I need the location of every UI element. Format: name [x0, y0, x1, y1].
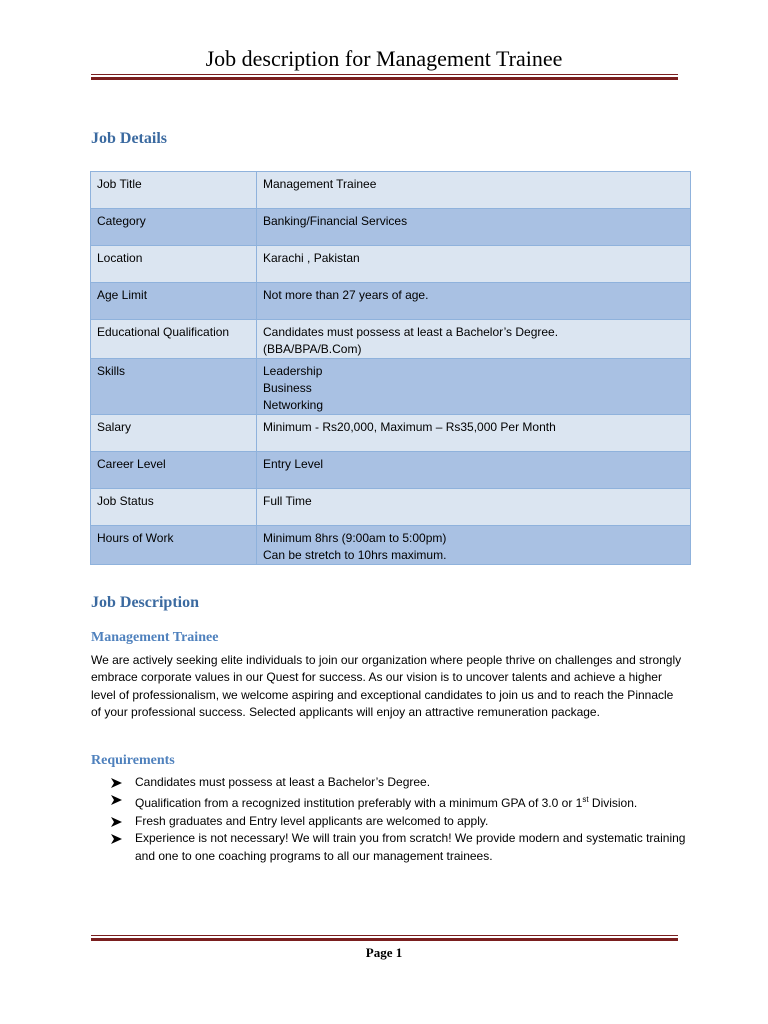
table-row: [91, 320, 691, 359]
arrow-bullet-icon: [111, 830, 125, 844]
field-label: Age Limit: [91, 283, 257, 320]
table-row: [91, 359, 691, 415]
arrow-bullet-icon: [111, 774, 125, 788]
field-value-line: Karachi , Pakistan: [263, 251, 360, 265]
table-row: [91, 246, 691, 283]
page-title: Job description for Management Trainee: [205, 46, 563, 71]
field-label: Salary: [91, 415, 257, 452]
footer-rule: [91, 935, 678, 941]
job-details-table: [90, 171, 691, 565]
list-item: [111, 813, 686, 830]
list-item: [111, 830, 686, 865]
field-value: [257, 526, 691, 565]
field-value-line: Networking: [263, 398, 324, 412]
table-row: [91, 489, 691, 526]
field-label: Career Level: [91, 452, 257, 489]
header-rule: [91, 74, 678, 80]
requirement-text-suffix: Division.: [588, 796, 638, 811]
field-label: Hours of Work: [91, 526, 257, 565]
field-label: Skills: [91, 359, 257, 415]
requirement-text: Candidates must possess at least a Bachelor’s Degree.: [135, 775, 431, 789]
requirements-list: [111, 774, 686, 865]
table-row: [91, 526, 691, 565]
job-details-heading: Job Details: [91, 130, 167, 147]
page-number: Page 1: [365, 945, 403, 960]
field-label: Category: [91, 209, 257, 246]
field-label: Job Status: [91, 489, 257, 526]
table-row: [91, 283, 691, 320]
arrow-bullet-icon: [111, 791, 125, 805]
field-value: [257, 172, 691, 209]
field-label: Location: [91, 246, 257, 283]
field-value-line: Minimum 8hrs (9:00am to 5:00pm): [263, 531, 447, 545]
field-value-line: Leadership: [263, 364, 323, 378]
field-value: [257, 415, 691, 452]
field-value: [257, 246, 691, 283]
arrow-bullet-icon: [111, 813, 125, 827]
field-value-line: Minimum - Rs20,000, Maximum – Rs35,000 Per Month: [263, 420, 556, 434]
ordinal-superscript: st: [582, 795, 589, 805]
field-value: [257, 320, 691, 359]
management-trainee-subheading: Management Trainee: [91, 630, 219, 645]
field-value-line: Banking/Financial Services: [263, 214, 408, 228]
field-value: [257, 283, 691, 320]
requirement-text: Qualification from a recognized institution preferably with a minimum GPA of 3.0 or 1: [135, 796, 583, 811]
field-value-line: Full Time: [263, 494, 312, 508]
field-value-line: Business: [263, 381, 312, 395]
field-value: [257, 359, 691, 415]
table-row: [91, 172, 691, 209]
field-value: [257, 209, 691, 246]
list-item: [111, 774, 686, 791]
field-value-line: (BBA/BPA/B.Com): [263, 342, 362, 356]
list-item: [111, 791, 686, 812]
job-description-heading: Job Description: [91, 594, 199, 611]
field-value: [257, 452, 691, 489]
field-value-line: Can be stretch to 10hrs maximum.: [263, 548, 447, 562]
job-description-paragraph: We are actively seeking elite individuals to join our organization where people thrive on challenges and strongly embrace corporate values in our Quest for success. As our vision is to uncover talents and achieve a higher level of professionalism, we welcome aspiring and exceptional candidates to join us and to reach the Pinnacle of your professional success. Selected applicants will enjoy an attractive remuneration package.: [91, 653, 682, 720]
field-value-line: Management Trainee: [263, 177, 377, 191]
table-row: [91, 415, 691, 452]
field-value-line: Not more than 27 years of age.: [263, 288, 429, 302]
table-row: [91, 209, 691, 246]
requirement-text: Fresh graduates and Entry level applicants are welcomed to apply.: [135, 813, 489, 828]
table-row: [91, 452, 691, 489]
field-value-line: Candidates must possess at least a Bachelor’s Degree.: [263, 325, 559, 339]
field-label: Job Title: [91, 172, 257, 209]
field-value-line: Entry Level: [263, 457, 324, 471]
field-label: Educational Qualification: [91, 320, 257, 359]
requirements-heading: Requirements: [91, 753, 175, 768]
field-value: [257, 489, 691, 526]
requirement-text: Experience is not necessary! We will train you from scratch! We provide modern and systematic training and one to one coaching programs to all our management trainees.: [135, 831, 686, 863]
